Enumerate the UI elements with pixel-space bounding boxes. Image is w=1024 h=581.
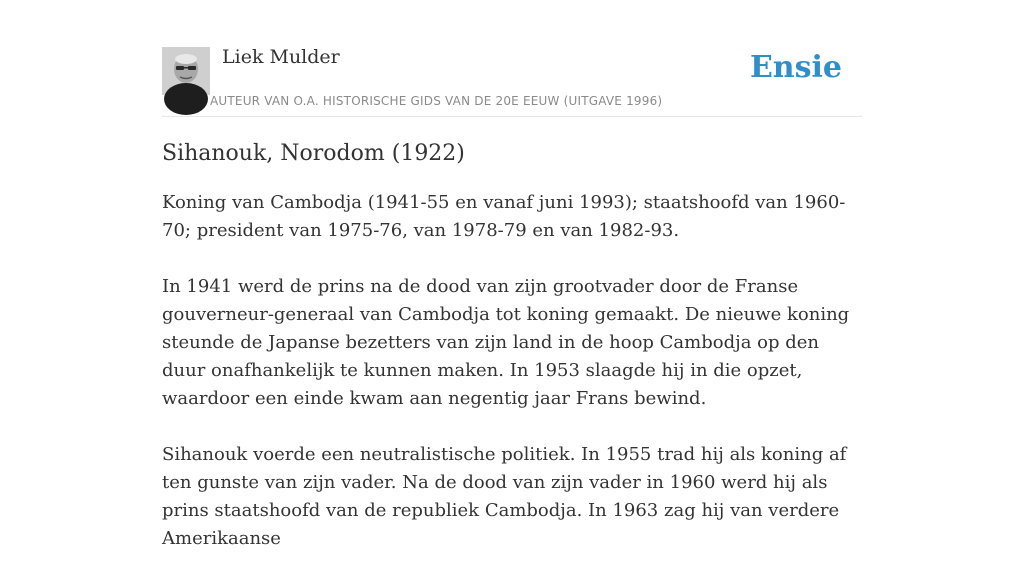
article (162, 138, 862, 581)
article-title: Sihanouk, Norodom (1922) (162, 141, 465, 166)
author-description: AUTEUR VAN O.A. HISTORISCHE GIDS VAN DE 20E EEUW (UITGAVE 1996) (210, 94, 663, 108)
author-name[interactable]: Liek Mulder (222, 46, 340, 68)
article-paragraph: Koning van Cambodja (1941-55 en vanaf juni 1993); staatshoofd van 1960-70; president van 1975-76, van 1978-79 en van 1982-93. (162, 192, 846, 241)
author-avatar[interactable] (162, 47, 210, 95)
avatar-photo-icon (162, 47, 210, 95)
ensie-logo-link[interactable]: Ensie (749, 50, 842, 85)
article-paragraph: Sihanouk voerde een neutralistische politiek. In 1955 trad hij als koning af ten gunste van zijn vader. Na de dood van zijn vader in 1960 werd hij als prins staatshoofd van de republiek Cambodja. In 1963 zag hij van verdere Amerikaanse (162, 444, 847, 549)
author-header (162, 44, 862, 117)
article-paragraph: In 1941 werd de prins na de dood van zijn grootvader door de Franse gouverneur-generaal van Cambodja tot koning gemaakt. De nieuwe koning steunde de Japanse bezetters van zijn land in de hoop Cambodja op den duur onafhankelijk te kunnen maken. In 1953 slaagde hij in die opzet, waardoor een einde kwam aan negentig jaar Frans bewind. (162, 276, 850, 409)
article-body (162, 189, 862, 553)
